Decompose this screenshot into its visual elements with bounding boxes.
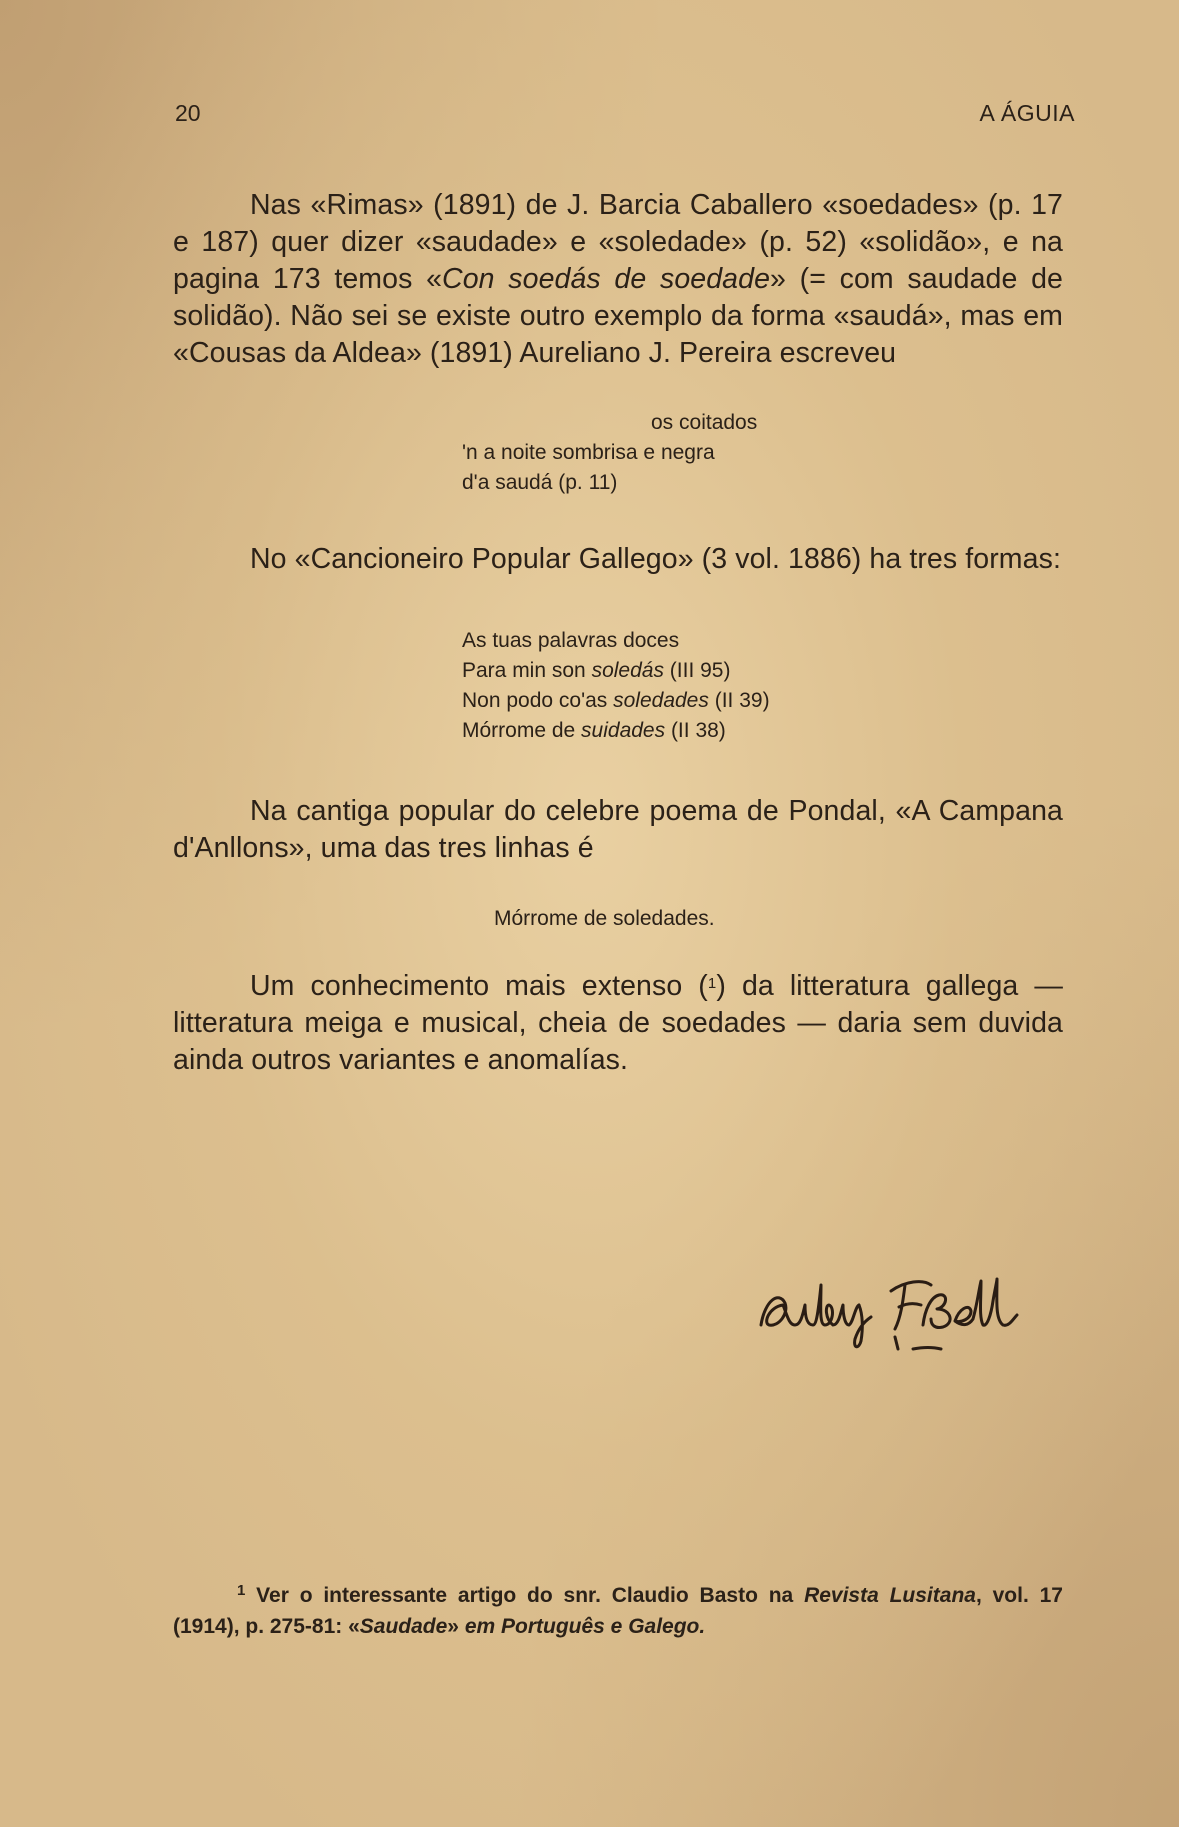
verse-1-line-1: os coitados	[651, 411, 758, 434]
verse-2-line-3	[462, 686, 770, 716]
paragraph-1-text-b: » (= com saudade de solidão). Não sei se existe outro exemplo da forma «saudá», mas em «Cousas da Aldea» (1891) Aureliano J. Pereira escreveu	[173, 263, 1064, 369]
paragraph-2	[173, 541, 1063, 578]
verse-2-line-4	[462, 716, 770, 746]
verse-2-line-4-a: Mórrome de	[462, 719, 582, 742]
paragraph-3-text: Na cantiga popular do celebre poema de Pondal, «A Campana d'Anllons», uma das tres linhas é	[173, 795, 1063, 864]
verse-quote-1	[462, 408, 757, 498]
footnote-reference: 1	[707, 975, 717, 992]
verse-2-line-2	[462, 656, 770, 686]
footnote	[173, 1580, 1063, 1642]
paragraph-4	[173, 968, 1063, 1079]
verse-2-line-3-b: (II 39)	[708, 689, 770, 712]
footnote-article-title: em Português e Galego.	[464, 1615, 706, 1638]
footnote-article-word: Saudade	[359, 1615, 448, 1638]
paragraph-2-text: No «Cancioneiro Popular Gallego» (3 vol. 1886) ha tres formas:	[250, 543, 1061, 575]
page-number: 20	[175, 100, 201, 126]
paragraph-1	[173, 187, 1063, 372]
verse-2-line-2-italic: soledás	[591, 659, 664, 682]
paragraph-1-italic: Con soedás de soedade	[442, 263, 771, 295]
verse-2-line-1: As tuas palavras doces	[462, 629, 680, 652]
verse-2-line-2-a: Para min son	[462, 659, 592, 682]
paragraph-3	[173, 793, 1063, 867]
verse-3-line: Mórrome de soledades.	[494, 907, 715, 930]
paragraph-4-text-a: Um conhecimento mais extenso (	[250, 970, 708, 1002]
verse-2-line-4-b: (II 38)	[665, 719, 726, 742]
verse-2-line-3-a: Non podo co'as	[462, 689, 614, 712]
verse-1-line-3: d'a saudá (p. 11)	[462, 471, 618, 494]
paragraph-1-text-a: Nas «Rimas» (1891) de J. Barcia Caballero «soedades» (p. 17 e 187) quer dizer «saudade» e «soledade» (p. 52) «solidão», e na pagina 173 temos «	[173, 189, 1063, 295]
verse-1-line-2: 'n a noite sombrisa e negra	[462, 441, 715, 464]
paragraph-4-text-b: ) da litteratura gallega — litteratura meiga e musical, cheia de soedades — daria sem duvida ainda outros variantes e anomalías.	[173, 970, 1063, 1076]
footnote-text-b: , vol. 17 (1914), p. 275-81: «	[173, 1584, 1063, 1638]
journal-title: A ÁGUIA	[979, 100, 1075, 126]
handwritten-signature	[755, 1245, 1045, 1355]
verse-2-line-4-italic: suidades	[581, 719, 666, 742]
verse-2-line-3-italic: soledades	[613, 689, 709, 712]
verse-quote-2	[462, 626, 770, 746]
verse-quote-3	[494, 904, 715, 934]
running-head	[175, 100, 1075, 140]
footnote-marker: 1	[237, 1582, 246, 1599]
footnote-text-c: »	[447, 1615, 465, 1638]
verse-2-line-2-b: (III 95)	[663, 659, 731, 682]
footnote-journal-title: Revista Lusitana	[804, 1584, 976, 1607]
footnote-text-a: Ver o interessante artigo do snr. Claudio Basto na	[256, 1584, 805, 1607]
